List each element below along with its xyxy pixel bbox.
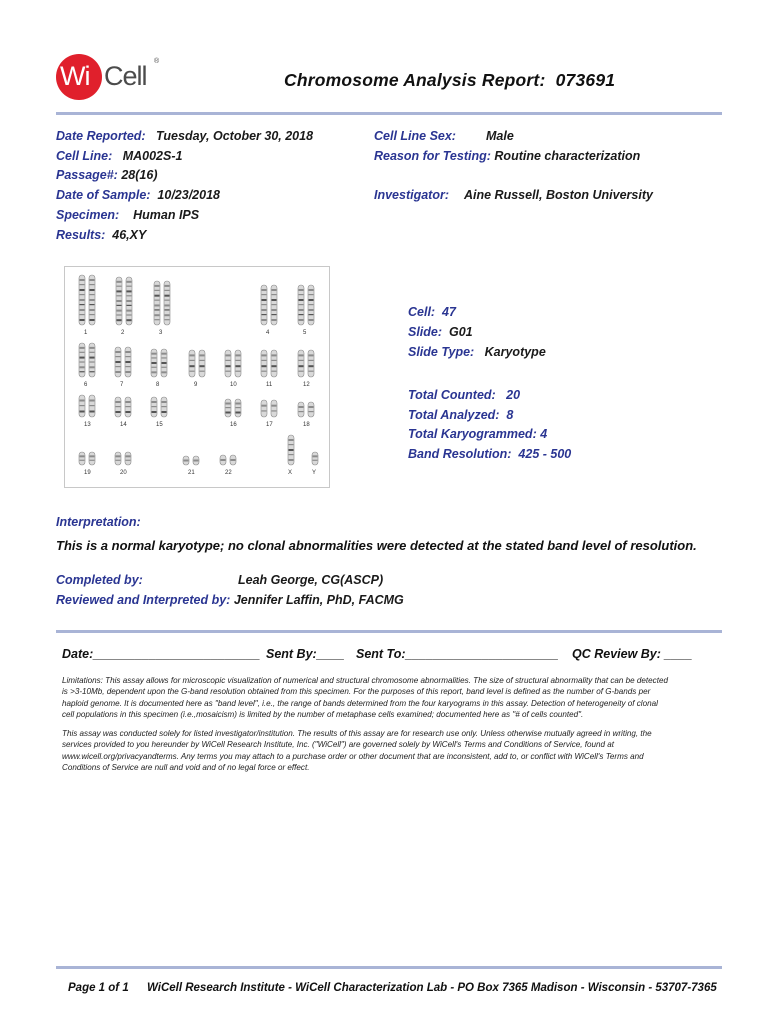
field-value: 28(16)	[121, 168, 158, 182]
field-label: Passage#:	[56, 168, 118, 182]
chromosome-label: 21	[188, 470, 195, 476]
field-label: Investigator:	[374, 188, 450, 202]
chromosome-label: 5	[303, 330, 307, 336]
field-passage	[56, 168, 157, 182]
chromosome-3-b	[164, 281, 170, 325]
report-title	[284, 70, 615, 91]
chromosome-1-a	[79, 275, 85, 325]
field-label: Cell Line:	[56, 149, 113, 163]
field-label: Band Resolution:	[408, 447, 512, 461]
chromosome-19-b	[89, 452, 95, 465]
reviewed-by-value: Jennifer Laffin, PhD, FACMG	[233, 593, 404, 607]
chromosome-19-a	[79, 452, 85, 465]
interpretation-label: Interpretation:	[56, 515, 141, 529]
form-sent-to: Sent To:______________________	[356, 647, 559, 661]
reviewed-by-label: Reviewed and Interpreted by:	[56, 593, 231, 607]
field-value: 8	[506, 408, 514, 422]
disclaimer-line: services provided to you hereunder by WiCell Research Institute, Inc. ("WiCell") are governed solely by WiCell's Terms and Conditions of Service, found at	[62, 740, 614, 750]
reviewed-by-row	[56, 593, 404, 607]
logo-wi-text: Wi	[60, 61, 90, 91]
footer-divider	[56, 966, 722, 969]
field-value: 46,XY	[112, 228, 147, 242]
chromosome-label: 19	[84, 470, 91, 476]
chromosome-label: 2	[121, 330, 125, 336]
field-label: Specimen:	[56, 208, 120, 222]
disclaimer-paragraph	[62, 728, 730, 774]
field-value: 20	[506, 388, 521, 402]
footer-page-number: Page 1 of 1	[68, 982, 129, 994]
limitations-paragraph	[62, 675, 730, 721]
field-label: Total Counted:	[408, 388, 496, 402]
field-value: 4	[540, 427, 548, 441]
field-label: Cell Line Sex:	[374, 129, 456, 143]
field-value: 10/23/2018	[157, 188, 220, 202]
chromosome-16-a	[225, 399, 231, 417]
logo-cell-text: Cell	[104, 61, 147, 91]
field-value: MA002S-1	[122, 149, 183, 163]
chromosome-11-a	[261, 350, 267, 377]
chromosome-Y	[312, 452, 318, 465]
field-total-counted	[408, 388, 520, 402]
chromosome-9-b	[199, 350, 205, 377]
field-value: 425 - 500	[518, 447, 572, 461]
chromosome-label: 16	[230, 422, 237, 428]
chromosome-8-a	[151, 349, 157, 377]
chromosome-label: 20	[120, 470, 127, 476]
chromosome-10-a	[225, 350, 231, 377]
field-cell-line	[56, 149, 182, 163]
interpretation-text: This is a normal karyotype; no clonal abnormalities were detected at the stated band level of resolution.	[56, 538, 697, 553]
chromosome-7-b	[125, 347, 131, 377]
karyogram-image	[64, 266, 330, 488]
field-results	[56, 228, 146, 242]
field-value: Aine Russell, Boston University	[464, 188, 653, 202]
limitations-line: haploid genome. It is documented here as "band level", i.e., the range of bands determined from the four karyograms in this assay. Detection of heterogeneity of clonal	[62, 698, 658, 708]
disclaimer-line: Conditions of Service are null and void and of no legal force or effect.	[62, 763, 310, 773]
field-label: Date Reported:	[56, 129, 146, 143]
footer-address: WiCell Research Institute - WiCell Characterization Lab - PO Box 7365 Madison - Wisconsin - 53707-7365	[147, 982, 717, 994]
report-number: 073691	[555, 70, 616, 90]
chromosome-label: 15	[156, 422, 163, 428]
chromosome-21-a	[183, 456, 189, 465]
field-value: Karyotype	[484, 345, 546, 359]
chromosome-9-a	[189, 350, 195, 377]
field-cell	[408, 305, 456, 319]
field-total-analyzed	[408, 408, 513, 422]
chromosome-14-a	[115, 397, 121, 417]
form-sent-by: Sent By:____	[266, 647, 345, 661]
chromosome-14-b	[125, 397, 131, 417]
field-slide	[408, 325, 473, 339]
chromosome-7-a	[115, 347, 121, 377]
field-total-karyogrammed	[408, 427, 547, 441]
chromosome-21-b	[193, 456, 199, 465]
chromosome-label: 6	[84, 382, 88, 388]
completed-by-value: Leah George, CG(ASCP)	[238, 573, 384, 587]
chromosome-label: 13	[84, 422, 91, 428]
form-date: Date:________________________	[62, 647, 261, 661]
field-investigator	[374, 188, 653, 202]
chromosome-label: 11	[266, 382, 273, 388]
field-label: Total Karyogrammed:	[408, 427, 537, 441]
field-slide-type	[408, 345, 546, 359]
chromosome-4-b	[271, 285, 277, 325]
report-title-prefix: Chromosome Analysis Report:	[284, 70, 546, 90]
field-label: Total Analyzed:	[408, 408, 500, 422]
chromosome-4-a	[261, 285, 267, 325]
chromosome-18-a	[298, 402, 304, 417]
chromosome-3-a	[154, 281, 160, 325]
field-band-resolution	[408, 447, 571, 461]
field-date-reported	[56, 129, 313, 143]
chromosome-13-a	[79, 395, 85, 417]
chromosome-label: X	[288, 470, 293, 476]
chromosome-2-b	[126, 277, 132, 325]
chromosome-18-b	[308, 402, 314, 417]
field-label: Date of Sample:	[56, 188, 151, 202]
chromosome-label: 18	[303, 422, 310, 428]
chromosome-X	[288, 435, 294, 465]
field-label: Results:	[56, 228, 106, 242]
field-value: Routine characterization	[494, 149, 641, 163]
chromosome-11-b	[271, 350, 277, 377]
chromosome-label: 10	[230, 382, 237, 388]
field-label: Reason for Testing:	[374, 149, 491, 163]
field-value: Male	[486, 129, 514, 143]
limitations-line: cell populations in this specimen (i.e.,mosaicism) is limited by the number of metaphase cells examined; documented here as "# of cells counted".	[62, 710, 584, 720]
field-label: Slide Type:	[408, 345, 475, 359]
chromosome-16-b	[235, 399, 241, 417]
chromosome-6-b	[89, 343, 95, 377]
karyogram-chromosomes	[65, 267, 329, 487]
chromosome-label: 4	[266, 330, 270, 336]
field-value: Human IPS	[133, 208, 200, 222]
chromosome-5-a	[298, 285, 304, 325]
completed-by-label: Completed by:	[56, 573, 143, 587]
chromosome-1-b	[89, 275, 95, 325]
chromosome-22-a	[220, 455, 226, 465]
disclaimer-line: This assay was conducted solely for listed investigator/institution. The results of this assay are for research use only. Unless otherwise mutually agreed in writing, the	[62, 729, 652, 738]
chromosome-label: 1	[84, 330, 88, 336]
chromosome-22-b	[230, 455, 236, 465]
field-specimen	[56, 208, 199, 222]
field-label: Cell:	[408, 305, 436, 319]
chromosome-15-b	[161, 397, 167, 417]
chromosome-10-b	[235, 350, 241, 377]
chromosome-label: 7	[120, 382, 124, 388]
chromosome-label: Y	[312, 470, 317, 476]
chromosome-20-a	[115, 452, 121, 465]
disclaimer-line: www.wicell.org/privacyandterms. Any terms you may attach to a purchase order or other document that are inconsistent, add to, or conflict with WiCell's Terms and	[62, 751, 644, 761]
chromosome-label: 9	[194, 382, 198, 388]
limitations-line: Limitations: This assay allows for microscopic visualization of numerical and structural chromosome abnormalities. The size of structural abnormality that can be detected	[62, 676, 668, 685]
chromosome-8-b	[161, 349, 167, 377]
field-cell-line-sex	[374, 129, 514, 143]
chromosome-label: 17	[266, 422, 273, 428]
chromosome-6-a	[79, 343, 85, 377]
chromosome-label: 14	[120, 422, 127, 428]
chromosome-label: 3	[159, 330, 163, 336]
field-date-of-sample	[56, 188, 220, 202]
chromosome-label: 12	[303, 382, 310, 388]
chromosome-2-a	[116, 277, 122, 325]
chromosome-12-b	[308, 350, 314, 377]
wicell-logo	[56, 52, 166, 104]
header-divider	[56, 112, 722, 115]
logo-trademark: ®	[154, 58, 160, 65]
chromosome-5-b	[308, 285, 314, 325]
chromosome-15-a	[151, 397, 157, 417]
field-label: Slide:	[408, 325, 443, 339]
field-value: Tuesday, October 30, 2018	[156, 129, 314, 143]
form-qc-review: QC Review By: ____	[572, 647, 693, 661]
chromosome-20-b	[125, 452, 131, 465]
field-value: 47	[442, 305, 456, 319]
limitations-line: is >3-10Mb, dependent upon the G-band resolution obtained from this specimen. For the purposes of this report, band level is defined as the number of G-bands per	[62, 687, 651, 697]
field-reason-for-testing	[374, 149, 640, 163]
chromosome-17-a	[261, 400, 267, 417]
form-divider	[56, 630, 722, 633]
field-value: G01	[449, 325, 473, 339]
chromosome-label: 22	[225, 470, 232, 476]
chromosome-label: 8	[156, 382, 160, 388]
chromosome-13-b	[89, 395, 95, 417]
chromosome-12-a	[298, 350, 304, 377]
chromosome-17-b	[271, 400, 277, 417]
